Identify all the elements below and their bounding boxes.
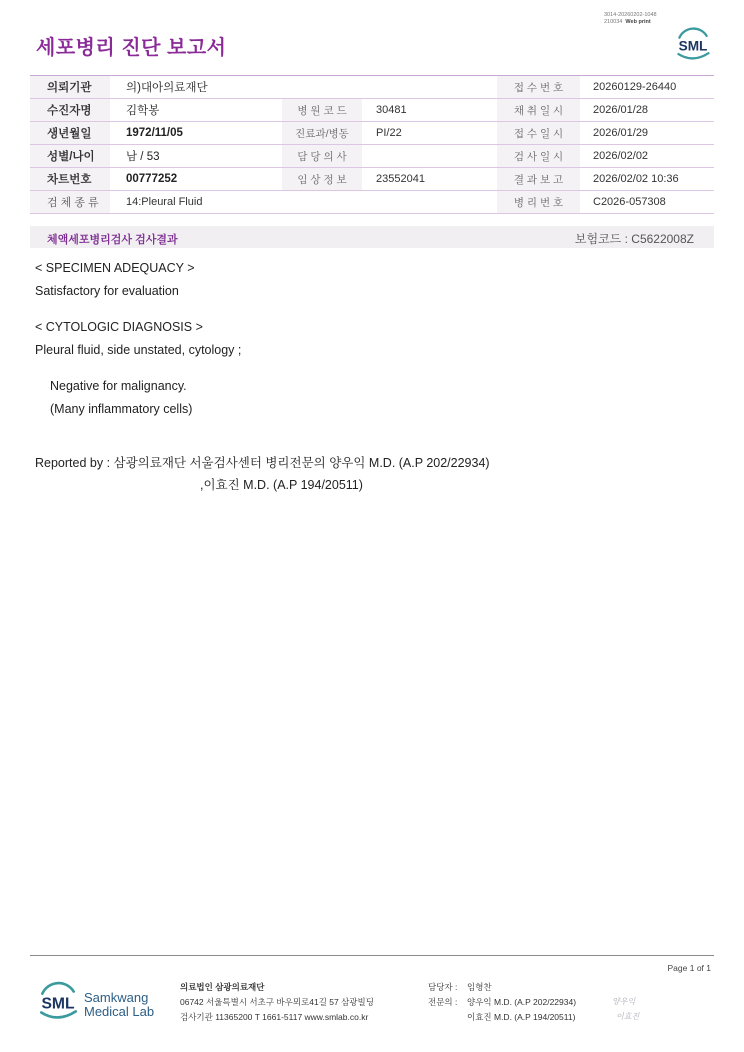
info-row-requester	[30, 76, 714, 99]
diagnosis-heading: < CYTOLOGIC DIAGNOSIS >	[35, 320, 203, 334]
diagnosis-text: Pleural fluid, side unstated, cytology ;	[35, 343, 242, 357]
value-chart-number: 00777252	[126, 173, 178, 185]
info-row-sex-age	[30, 145, 714, 168]
print-id: 3014-20260202-1048	[604, 12, 657, 18]
label-pathology-number: 병 리 번 호	[497, 191, 580, 213]
value-patient-name: 김학봉	[126, 105, 160, 117]
adequacy-heading: < SPECIMEN ADEQUACY >	[35, 261, 195, 275]
label-report-date: 결 과 보 고	[497, 168, 580, 190]
label-requester: 의뢰기관	[30, 76, 110, 98]
label-hospital-code: 병 원 코 드	[282, 99, 362, 121]
value-test-date: 2026/02/02	[593, 150, 649, 162]
label-receipt-date: 접 수 일 시	[497, 122, 580, 144]
print-meta	[604, 19, 657, 26]
value-pathology-number: C2026-057308	[593, 196, 666, 208]
value-receipt-date: 2026/01/29	[593, 127, 649, 139]
org-name-line2: Medical Lab	[84, 1004, 155, 1019]
value-specimen-type: 14:Pleural Fluid	[126, 196, 203, 208]
signature: 양우익	[612, 997, 636, 1006]
label-chart-number: 차트번호	[30, 168, 110, 190]
label-physician: 담 당 의 사	[282, 145, 362, 167]
logo-lettering: SML	[41, 995, 75, 1013]
value-hospital-code: 30481	[376, 104, 407, 116]
sml-logo-top	[673, 25, 713, 70]
reported-by-line: ,이효진 M.D. (A.P 194/20511)	[200, 478, 363, 492]
specialist-name: 이효진 M.D. (A.P 194/20511)	[467, 1012, 576, 1022]
institution-address: 06742 서울특별시 서초구 바우뫼로41길 57 삼광빌딩	[180, 997, 374, 1007]
sml-logo-footer	[35, 979, 81, 1030]
diagnosis-detail: (Many inflammatory cells)	[50, 402, 193, 416]
label-clinical-info: 임 상 정 보	[282, 168, 362, 190]
patient-info-table	[30, 75, 714, 214]
label-department: 진료과/병동	[282, 122, 362, 144]
info-row-chart	[30, 168, 714, 191]
value-department: PI/22	[376, 127, 402, 139]
label-patient-name: 수진자명	[30, 99, 110, 121]
label-test-date: 검 사 일 시	[497, 145, 580, 167]
value-collection-date: 2026/01/28	[593, 104, 649, 116]
manager-label: 담당자 :	[428, 982, 458, 992]
value-physician	[362, 145, 497, 167]
page-number: Page 1 of 1	[667, 963, 711, 973]
value-accession-number: 20260129-26440	[593, 81, 677, 93]
sml-logo-icon	[673, 25, 713, 65]
print-info	[604, 12, 657, 26]
label-specimen-type: 검 체 종 류	[30, 191, 110, 213]
institution-contact: 검사기관 11365200 T 1661-5117 www.smlab.co.kr	[180, 1012, 369, 1022]
value-requester: 의)대아의료재단	[126, 82, 208, 94]
print-mode: Web print	[625, 19, 651, 25]
specialist-name: 양우익 M.D. (A.P 202/22934)	[467, 997, 577, 1007]
org-name-line1: Samkwang	[84, 990, 149, 1005]
value-birth-date: 1972/11/05	[126, 127, 183, 139]
value-clinical-info: 23552041	[376, 173, 425, 185]
label-birth-date: 생년월일	[30, 122, 110, 144]
label-accession-number: 접 수 번 호	[497, 76, 580, 98]
label-sex-age: 성별/나이	[30, 145, 110, 167]
section-title: 체액세포병리검사 검사결과	[47, 234, 178, 246]
info-row-patient	[30, 99, 714, 122]
result-section-header	[30, 226, 714, 248]
diagnosis-detail: Negative for malignancy.	[50, 379, 187, 393]
footer-divider	[30, 955, 714, 956]
info-row-specimen	[30, 191, 714, 214]
info-row-birth	[30, 122, 714, 145]
manager-name: 임형찬	[467, 982, 492, 992]
institution-name: 의료법인 삼광의료재단	[180, 982, 265, 992]
specialist-label: 전문의 :	[428, 997, 458, 1007]
logo-lettering: SML	[678, 38, 708, 54]
signature: 이효진	[616, 1012, 640, 1021]
value-report-date: 2026/02/02 10:36	[593, 173, 679, 185]
insurance-code: 보험코드 : C5622008Z	[574, 232, 694, 246]
sml-logo-icon	[35, 979, 81, 1025]
label-collection-date: 채 취 일 시	[497, 99, 580, 121]
print-time: 210034	[604, 19, 623, 25]
report-title: 세포병리 진단 보고서	[36, 37, 227, 59]
reported-by-line: Reported by : 삼광의료재단 서울검사센터 병리전문의 양우익 M.D. (A.P 202/22934)	[35, 456, 490, 470]
value-sex-age: 남 / 53	[126, 151, 160, 163]
adequacy-text: Satisfactory for evaluation	[35, 284, 179, 298]
